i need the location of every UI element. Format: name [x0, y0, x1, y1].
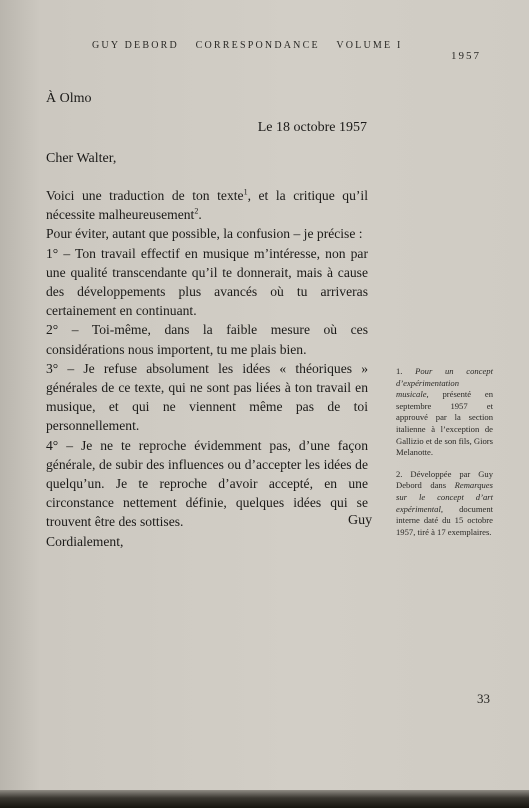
- letter-salutation: Cher Walter,: [46, 151, 117, 166]
- letter-signature: Guy: [348, 513, 373, 528]
- letter-date: Le 18 octobre 1957: [257, 120, 367, 135]
- margin-note-1-number: 1.: [396, 366, 403, 376]
- margin-note-2-number: 2.: [396, 468, 403, 479]
- margin-note-2-title: Remarques sur le concept d’art expérimental,: [396, 480, 493, 514]
- paragraph-1-start: Voici une traduction de ton texte: [46, 188, 244, 203]
- letter-body: [46, 186, 368, 551]
- running-head-volume: VOLUME I: [336, 40, 403, 51]
- margin-note-2-text: document interne daté du 15 octobre 1957, tiré à 17 exemplaires.: [396, 503, 493, 537]
- margin-note-2: [396, 469, 493, 539]
- page-number: 33: [477, 691, 490, 706]
- paragraph-7: Cordialement,: [46, 533, 124, 549]
- running-head: [92, 40, 415, 51]
- running-head-year: 1957: [451, 50, 481, 62]
- paragraph-1: [46, 186, 368, 224]
- paragraph-1-end: .: [198, 207, 202, 223]
- running-head-author: GUY DEBORD: [92, 40, 179, 51]
- margin-notes: [396, 366, 493, 548]
- footnote-marker-1: 1: [243, 187, 248, 197]
- paragraph-5: 3° – Je refuse absolument les idées « théoriques » générales de ce texte, qui ne sont pas liées à ton travail en musique, et qui ne viennent même pas de toi personnellement.: [46, 360, 368, 434]
- margin-note-2-lead: Développée par Guy Debord dans: [396, 468, 494, 491]
- paragraph-3: 1° – Ton travail effectif en musique m’intéresse, non par une qualité transcendante qu’il te donnerait, mais à cause des développements plus avancés où tu arriveras certainement en continuant.: [46, 245, 368, 319]
- paragraph-1-middle: , et la critique qu’il nécessite malheureusement: [46, 188, 368, 223]
- margin-note-1-text: présenté en septembre 1957 et approuvé par la section italienne à l’exception de Gallizio et de son fils, Giors Melanotte.: [396, 389, 493, 458]
- footnote-marker-2: 2: [194, 206, 199, 216]
- margin-note-1-title: Pour un concept d’expérimentation musicale,: [396, 366, 493, 400]
- running-head-book: CORRESPONDANCE: [195, 40, 320, 51]
- paragraph-6: 4° – Je ne te reproche évidemment pas, d’une façon générale, de subir des influences ou d’accepter les idées de quelqu’un. Je te reproche d’avoir accepté, en une circonstance nettement définie, quelques idées qui se trouvent être des sottises.: [46, 437, 368, 530]
- letter-recipient: À Olmo: [46, 91, 92, 106]
- page-bottom-edge: [0, 790, 529, 808]
- margin-note-1: [396, 366, 493, 459]
- paragraph-2: Pour éviter, autant que possible, la confusion – je précise :: [46, 226, 363, 242]
- paragraph-4: 2° – Toi-même, dans la faible mesure où ces considérations nous importent, tu me plais bien.: [46, 322, 368, 357]
